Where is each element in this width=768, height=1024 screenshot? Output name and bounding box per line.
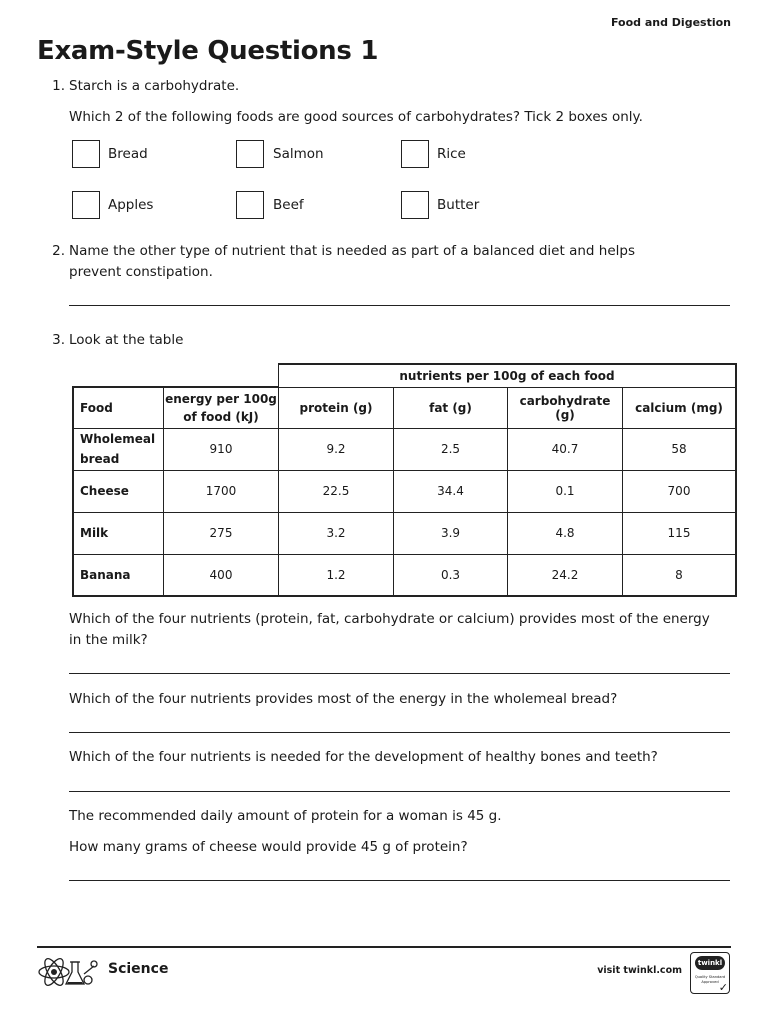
table-blank-corner xyxy=(73,364,279,387)
checkbox-salmon[interactable] xyxy=(236,140,264,168)
table-cell-food: Banana xyxy=(73,554,164,596)
footer-visit-link[interactable]: visit twinkl.com xyxy=(597,965,682,976)
page-title: Exam-Style Questions 1 xyxy=(37,36,379,66)
option-label-butter: Butter xyxy=(437,197,480,213)
header-subject-title: Food and Digestion xyxy=(610,16,731,29)
table-header-carbohydrate: carbohydrate (g) xyxy=(508,387,623,428)
q3-sub-c-answer-line[interactable] xyxy=(69,791,730,792)
table-cell-fat: 34.4 xyxy=(394,470,508,512)
table-cell-carbohydrate: 0.1 xyxy=(508,470,623,512)
table-cell-protein: 9.2 xyxy=(279,428,394,470)
q2-line1: Name the other type of nutrient that is needed as part of a balanced diet and helps xyxy=(69,243,635,259)
table-group-header-row xyxy=(73,364,736,387)
table-header-row xyxy=(73,387,736,428)
q1-intro: Starch is a carbohydrate. xyxy=(69,78,240,94)
table-header-energy: energy per 100g of food (kJ) xyxy=(164,387,279,428)
q3-sub-d-intro: The recommended daily amount of protein for a woman is 45 g. xyxy=(69,808,502,824)
nutrition-table xyxy=(72,363,737,597)
q2-line2: prevent constipation. xyxy=(69,264,213,280)
table-cell-energy: 1700 xyxy=(164,470,279,512)
q3-sub-c: Which of the four nutrients is needed for the development of healthy bones and teeth? xyxy=(69,749,658,765)
option-label-rice: Rice xyxy=(437,146,466,162)
checkbox-bread[interactable] xyxy=(72,140,100,168)
table-header-calcium: calcium (mg) xyxy=(623,387,737,428)
table-row xyxy=(73,470,736,512)
table-row xyxy=(73,512,736,554)
checkbox-beef[interactable] xyxy=(236,191,264,219)
table-row xyxy=(73,554,736,596)
table-cell-calcium: 58 xyxy=(623,428,737,470)
option-label-beef: Beef xyxy=(273,197,304,213)
table-row xyxy=(73,428,736,470)
q3-sub-b: Which of the four nutrients provides most of the energy in the wholemeal bread? xyxy=(69,691,618,707)
table-cell-fat: 3.9 xyxy=(394,512,508,554)
option-label-bread: Bread xyxy=(108,146,148,162)
option-label-salmon: Salmon xyxy=(273,146,324,162)
checkbox-rice[interactable] xyxy=(401,140,429,168)
table-cell-protein: 3.2 xyxy=(279,512,394,554)
table-group-header: nutrients per 100g of each food xyxy=(279,364,737,387)
checkmark-icon: ✓ xyxy=(718,981,728,994)
table-cell-calcium: 115 xyxy=(623,512,737,554)
table-cell-protein: 1.2 xyxy=(279,554,394,596)
checkbox-butter[interactable] xyxy=(401,191,429,219)
q3-sub-d: How many grams of cheese would provide 45 g of protein? xyxy=(69,839,468,855)
table-cell-food: Milk xyxy=(73,512,164,554)
table-cell-energy: 400 xyxy=(164,554,279,596)
q2-answer-line[interactable] xyxy=(69,305,730,306)
footer-rule xyxy=(37,946,731,948)
table-header-protein: protein (g) xyxy=(279,387,394,428)
table-cell-fat: 2.5 xyxy=(394,428,508,470)
table-cell-food: Wholemeal bread xyxy=(73,428,164,470)
table-cell-carbohydrate: 40.7 xyxy=(508,428,623,470)
table-cell-energy: 275 xyxy=(164,512,279,554)
q3-number: 3. xyxy=(52,332,65,348)
q3-sub-b-answer-line[interactable] xyxy=(69,732,730,733)
twinkl-quality-badge xyxy=(690,952,730,994)
q1-number: 1. xyxy=(52,78,65,94)
q3-intro: Look at the table xyxy=(69,332,184,348)
table-cell-fat: 0.3 xyxy=(394,554,508,596)
option-label-apples: Apples xyxy=(108,197,154,213)
checkbox-apples[interactable] xyxy=(72,191,100,219)
q3-sub-a-line1: Which of the four nutrients (protein, fat, carbohydrate or calcium) provides most of the energy xyxy=(69,611,710,627)
table-header-food: Food xyxy=(73,387,164,428)
footer-subject: Science xyxy=(108,961,169,977)
badge-text: Quality Standard Approved xyxy=(694,975,726,984)
q1-prompt: Which 2 of the following foods are good sources of carbohydrates? Tick 2 boxes only. xyxy=(69,109,643,125)
q3-sub-a-line2: in the milk? xyxy=(69,632,148,648)
q2-number: 2. xyxy=(52,243,65,259)
q3-sub-a-answer-line[interactable] xyxy=(69,673,730,674)
science-molecule-icon xyxy=(36,952,98,990)
table-cell-energy: 910 xyxy=(164,428,279,470)
badge-brand: twinkl xyxy=(695,956,725,970)
table-cell-carbohydrate: 4.8 xyxy=(508,512,623,554)
q3-sub-d-answer-line[interactable] xyxy=(69,880,730,881)
table-cell-food: Cheese xyxy=(73,470,164,512)
table-cell-carbohydrate: 24.2 xyxy=(508,554,623,596)
table-header-fat: fat (g) xyxy=(394,387,508,428)
table-cell-calcium: 700 xyxy=(623,470,737,512)
table-cell-calcium: 8 xyxy=(623,554,737,596)
table-cell-protein: 22.5 xyxy=(279,470,394,512)
